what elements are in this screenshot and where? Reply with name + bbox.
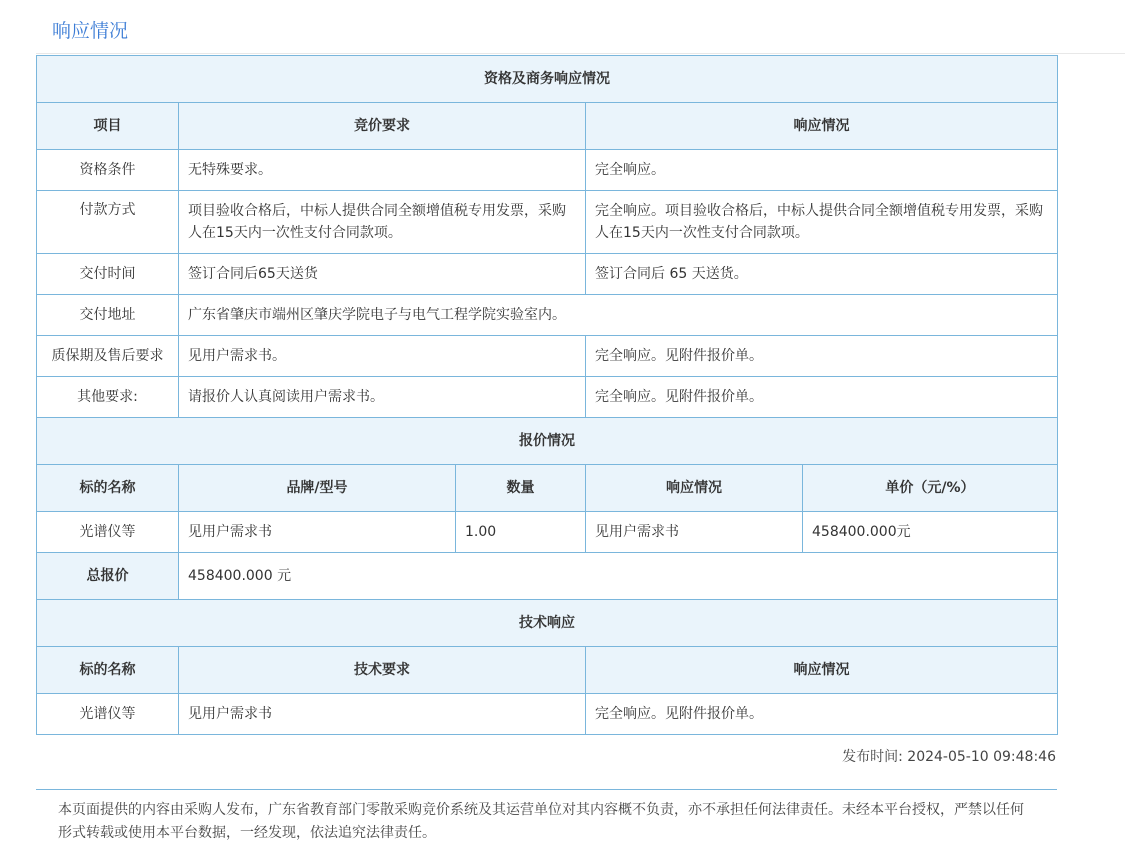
table-row <box>37 254 1058 295</box>
row-requirement: 见用户需求书。 <box>179 336 586 377</box>
col-header-item: 项目 <box>37 103 179 150</box>
row-delivery-address: 广东省肇庆市端州区肇庆学院电子与电气工程学院实验室内。 <box>179 295 1058 336</box>
row-tech-requirement: 见用户需求书 <box>179 694 586 735</box>
page-title: 响应情况 <box>52 20 129 42</box>
row-price: 458400.000元 <box>803 512 1058 553</box>
table-row <box>37 191 1058 254</box>
col-header-response: 响应情况 <box>586 647 1058 694</box>
disclaimer-text: 本页面提供的内容由采购人发布，广东省教育部门零散采购竞价系统及其运营单位对其内容概不负责，亦不承担任何法律责任。未经本平台授权，严禁以任何形式转载或使用本平台数据，一经发现，依法追究法律责任。 <box>58 802 1024 841</box>
table-row <box>37 694 1058 735</box>
footer-divider <box>36 789 1057 790</box>
total-row <box>37 553 1058 600</box>
table-row <box>37 512 1058 553</box>
row-response: 签订合同后 65 天送货。 <box>586 254 1058 295</box>
table-row <box>37 336 1058 377</box>
col-header-response: 响应情况 <box>586 465 803 512</box>
table-row <box>37 295 1058 336</box>
table-row <box>37 377 1058 418</box>
col-header-tech-requirement: 技术要求 <box>179 647 586 694</box>
title-divider <box>36 53 1125 54</box>
publish-time: 发布时间: 2024-05-10 09:48:46 <box>842 749 1056 765</box>
table-row <box>37 150 1058 191</box>
qual-section-header <box>37 56 1058 103</box>
row-requirement: 请报价人认真阅读用户需求书。 <box>179 377 586 418</box>
row-item: 质保期及售后要求 <box>37 336 179 377</box>
row-response: 完全响应。项目验收合格后，中标人提供合同全额增值税专用发票，采购人在15天内一次性支付合同款项。 <box>586 191 1058 254</box>
col-header-response: 响应情况 <box>586 103 1058 150</box>
tech-section-title: 技术响应 <box>37 600 1058 647</box>
qual-section-title: 资格及商务响应情况 <box>37 56 1058 103</box>
row-response: 见用户需求书 <box>586 512 803 553</box>
row-qty: 1.00 <box>456 512 586 553</box>
col-header-name: 标的名称 <box>37 465 179 512</box>
row-brand: 见用户需求书 <box>179 512 456 553</box>
row-response: 完全响应。见附件报价单。 <box>586 694 1058 735</box>
row-requirement: 签订合同后65天送货 <box>179 254 586 295</box>
row-response: 完全响应。 <box>586 150 1058 191</box>
total-value: 458400.000 元 <box>179 553 1058 600</box>
col-header-brand: 品牌/型号 <box>179 465 456 512</box>
quote-column-headers <box>37 465 1058 512</box>
row-response: 完全响应。见附件报价单。 <box>586 377 1058 418</box>
row-item: 交付时间 <box>37 254 179 295</box>
row-requirement: 项目验收合格后，中标人提供合同全额增值税专用发票，采购人在15天内一次性支付合同款项。 <box>179 191 586 254</box>
quote-section-title: 报价情况 <box>37 418 1058 465</box>
row-item: 付款方式 <box>37 191 179 254</box>
row-requirement: 无特殊要求。 <box>179 150 586 191</box>
row-item: 资格条件 <box>37 150 179 191</box>
col-header-requirement: 竞价要求 <box>179 103 586 150</box>
quote-section-header <box>37 418 1058 465</box>
tech-section-header <box>37 600 1058 647</box>
row-name: 光谱仪等 <box>37 694 179 735</box>
qual-column-headers <box>37 103 1058 150</box>
response-table <box>36 55 1058 735</box>
row-response: 完全响应。见附件报价单。 <box>586 336 1058 377</box>
row-item: 其他要求: <box>37 377 179 418</box>
col-header-name: 标的名称 <box>37 647 179 694</box>
tech-column-headers <box>37 647 1058 694</box>
col-header-qty: 数量 <box>456 465 586 512</box>
col-header-price: 单价（元/%） <box>803 465 1058 512</box>
row-name: 光谱仪等 <box>37 512 179 553</box>
total-label: 总报价 <box>37 553 179 600</box>
row-item: 交付地址 <box>37 295 179 336</box>
